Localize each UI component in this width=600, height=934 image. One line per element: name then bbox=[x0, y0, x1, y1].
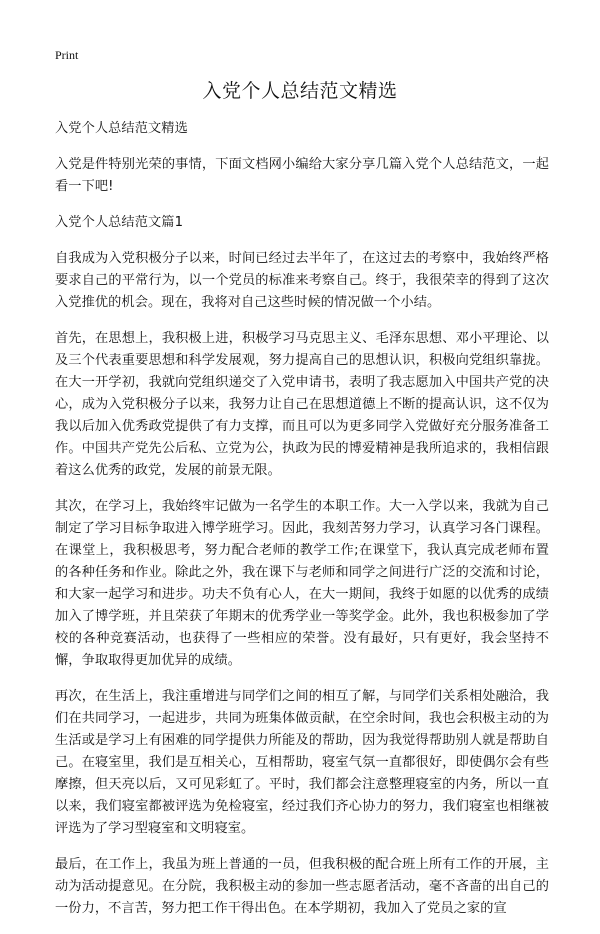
body-paragraph: 其次，在学习上，我始终牢记做为一名学生的本职工作。大一入学以来，我就为自己制定了学习目标争取进入博学班学习。因此，我刻苦努力学习，认真学习各门课程。在课堂上，我积极思考，努力配合老师的教学工作;在课堂下，我认真完成老师布置的各种任务和作业。除此之外，我在课下与老师和同学之间进行广泛的交流和讨论，和大家一起学习和进步。功夫不负有心人，在大一期间，我终于如愿的以优秀的成绩加入了博学班，并且荣获了年期末的优秀学业一等奖学金。此外，我也积极参加了学校的各种竞赛活动，也获得了一些相应的荣誉。没有最好，只有更好，我会坚持不懈，争取取得更加优异的成绩。 bbox=[55, 499, 549, 668]
document-subtitle: 入党个人总结范文精选 bbox=[55, 121, 188, 136]
document-body bbox=[55, 118, 549, 934]
body-paragraph: 最后，在工作上，我虽为班上普通的一员，但我积极的配合班上所有工作的开展，主动为活动提意见。在分院，我积极主动的参加一些志愿者活动，毫不吝啬的出自己的一份力，不言苦，努力把工作干得出色。在本学期初，我加入了党员之家的宣 bbox=[55, 857, 549, 916]
body-paragraph: 自我成为入党积极分子以来，时间已经过去半年了，在这过去的考察中，我始终严格要求自己的平常行为，以一个党员的标准来考察自己。终于，我很荣幸的得到了这次入党推优的机会。现在，我将对自己这些时候的情况做一个小结。 bbox=[55, 251, 549, 310]
section-heading: 入党个人总结范文篇1 bbox=[55, 215, 184, 230]
document-title: 入党个人总结范文精选 bbox=[202, 80, 398, 102]
body-paragraph: 再次，在生活上，我注重增进与同学们之间的相互了解，与同学们关系相处融洽，我们在共同学习，一起进步，共同为班集体做贡献，在空余时间，我也会积极主动的为生活或是学习上有困难的同学提供力所能及的帮助，因为我觉得帮助别人就是帮助自己。在寝室里，我们是互相关心，互相帮助，寝室气氛一直都很好，即使偶尔会有些摩擦，但天亮以后，又可见彩虹了。平时，我们都会注意整理寝室的内务，所以一直以来，我们寝室都被评选为免检寝室，经过我们齐心协力的努力，我们寝室也相继被评选为了学习型寝室和文明寝室。 bbox=[55, 689, 549, 836]
intro-paragraph: 入党是件特别光荣的事情，下面文档网小编给大家分享几篇入党个人总结范文，一起看一下吧! bbox=[55, 157, 549, 194]
print-link[interactable]: Print bbox=[55, 48, 79, 62]
body-paragraph: 首先，在思想上，我积极上进，积极学习马克思主义、毛泽东思想、邓小平理论、以及三个代表重要思想和科学发展观，努力提高自己的思想认识，积极向党组织靠拢。在大一开学初，我就向党组织递交了入党申请书，表明了我志愿加入中国共产党的决心，成为入党积极分子以来，我努力让自己在思想道德上不断的提高认识，这不仅为我以后加入优秀政党提供了有力支撑，而且可以为更多同学入党做好充分服务准备工作。中国共产党先公后私、立党为公，执政为民的博爱精神是我所追求的，我相信跟着这么优秀的政党，发展的前景无限。 bbox=[55, 331, 549, 478]
